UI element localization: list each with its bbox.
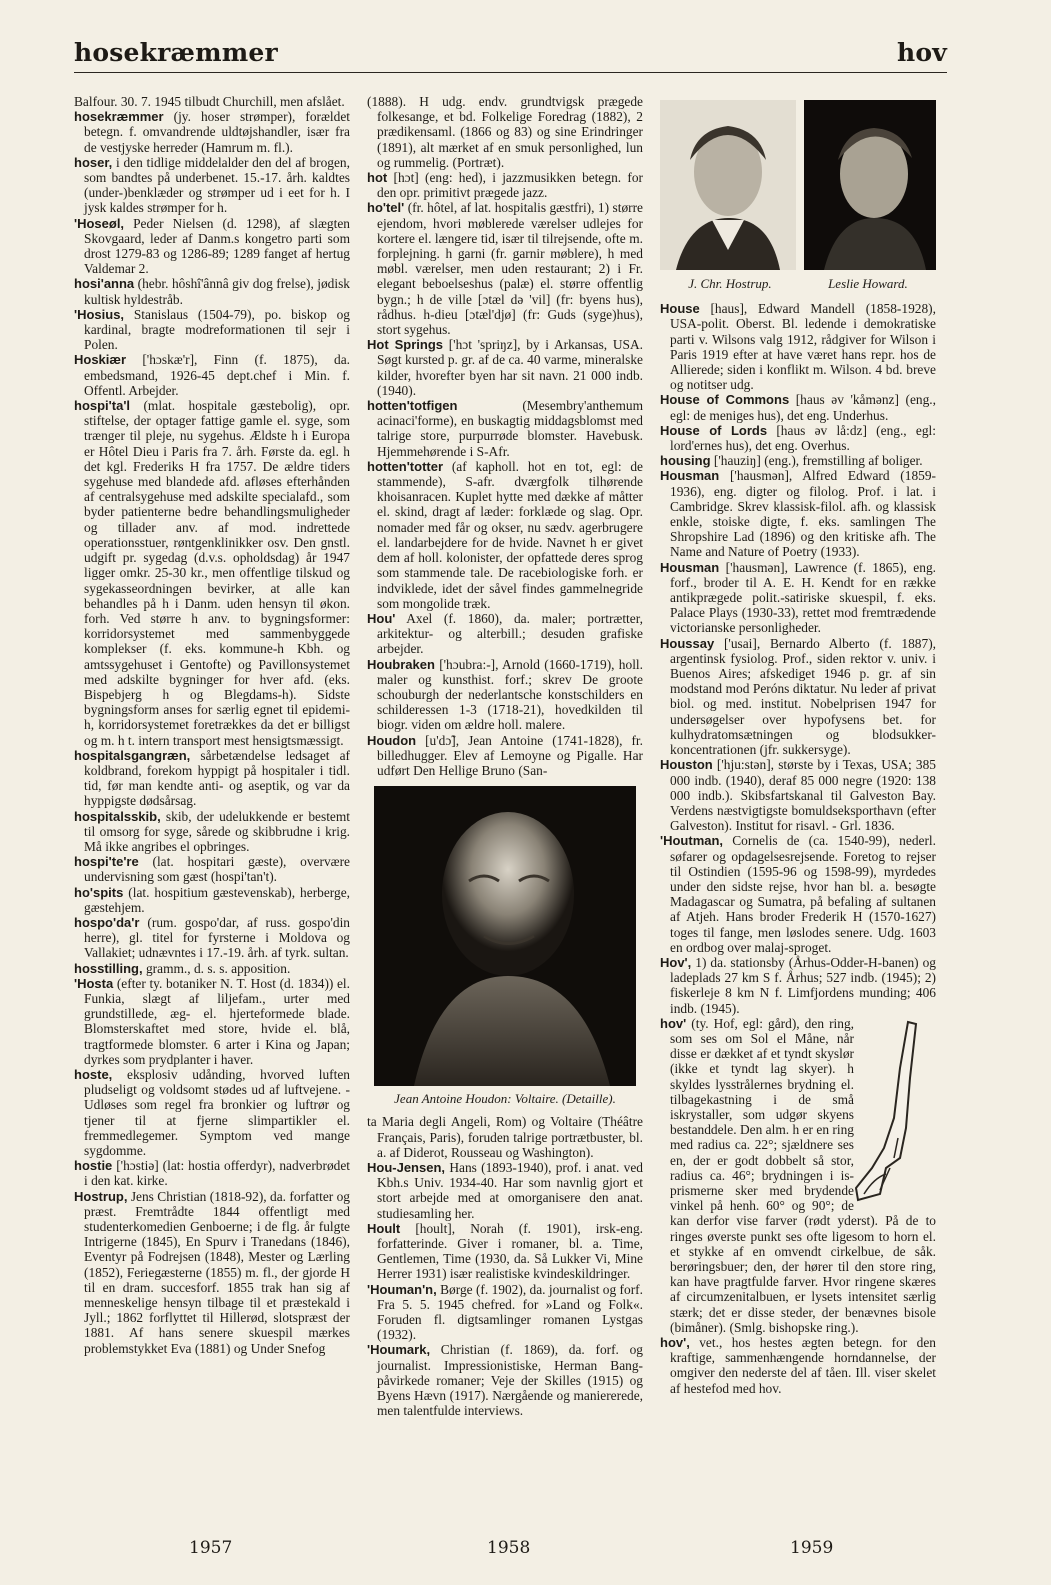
entry-text: Axel (f. 1860), da. maler; portrætter, arkitektur- og alterbill.; desuden grafiske arbejder. [377, 610, 643, 657]
headword: hoser, [74, 154, 113, 170]
entry-text: (jy. hoser strømper), forældet betegn. f. omvandrende uldtøjshandler, især fra de vestjyske herreder (Hamrum m. fl.). [84, 109, 350, 155]
headword: hoste, [74, 1067, 113, 1082]
dictionary-entry [660, 636, 936, 758]
dictionary-entry [660, 833, 936, 955]
dictionary-entry [660, 392, 936, 422]
headword: Houdon [367, 732, 417, 748]
dictionary-entry [74, 854, 350, 884]
dictionary-entry [367, 657, 643, 733]
entry-text: [hoult], Norah (f. 1901), irsk-eng. forfatterinde. Giver i romaner, bl. a. Time, Gentlemen, Time (1930, da. Så Lukker Vi, Mine Herrer 1931) især realistiske kvindeskildringer. [377, 1220, 643, 1282]
entry-text: (hebr. hôshî'ânnâ giv dog frelse), jødisk kultisk hyldestråb. [84, 276, 350, 307]
entry-text: (1888). H udg. endv. grundtvigsk prægede folkesange, et bd. Folkelige Foredrag (1882), 2 prædikensaml. (1866 og 83) og sine Erindringer (1891), alt mærket af en smuk personlighed, lun og rummelig. (Portræt). [367, 94, 643, 170]
voltaire-bust-photo [374, 786, 636, 1086]
dictionary-entry [74, 976, 350, 1067]
dictionary-entry [367, 1282, 643, 1343]
headword: 'Houmark, [367, 1342, 431, 1358]
headword: hostie [74, 1158, 113, 1174]
entry-text: eksplosiv udånding, hvorved luften pludseligt og voldsomt stødes ud af luftvejene. - Udløses som regel fra bronkier og luftrør og tjener til at fjerne slimpartikler el. fremmedlegemer. Symptom ved mange sygdomme. [84, 1067, 350, 1159]
headword: 'Hosta [74, 975, 114, 991]
headword: hotten'totter [367, 458, 444, 474]
dictionary-entry [74, 216, 350, 277]
entry-text: gramm., d. s. s. apposition. [145, 960, 291, 976]
headword: Houston [660, 757, 713, 773]
entry-text: i den tidlige middelalder den del af brogen, som bandtes på underbenet. 15.-17. årh. kaldtes (under-)benklæder og strømper ud i eet for h. I jysk kaldes strømper for h. [84, 154, 350, 216]
entry-text: ['hju:stən], største by i Texas, USA; 385 000 indb. (1940), deraf 85 000 negre (1920: 138 000 indb.). Skibsfartskanal til Galveston Bay. Verdens næstvigtigste bomuldseksporthavn (efter Galveston). Institut for risavl. - Grl. 1836. [670, 757, 936, 834]
headword: housing [660, 453, 711, 469]
headword: hospitalsskib, [74, 808, 161, 824]
headword: House [660, 301, 700, 317]
dictionary-entry [660, 301, 936, 392]
headword: Houbraken [367, 656, 435, 672]
entry-text: skib, der udelukkende er bestemt til omsorg for syge, sårede og skibbrudne i krig. Må ikke angribes el opbringes. [84, 808, 350, 854]
dictionary-entry [367, 1221, 643, 1282]
headword: 'Hosius, [74, 306, 125, 322]
entry-text: Hans (1893-1940), prof. i anat. ved Kbh.s Univ. 1934-40. Har som navnlig gjort et stort arbejde med at omorganisere den anat. studiesamling her. [377, 1159, 643, 1221]
column-2 [367, 94, 643, 1514]
page-number-left: 1957 [189, 1538, 233, 1558]
headword: Hov', [660, 954, 692, 970]
headword: hot [367, 170, 388, 186]
entry-text: (ty. Hof, egl: gård), den ring, som ses om Sol el Måne, når disse er dækket af et tyndt skyslør (ikke et tyndt lag skyer). h skyldes lysstrålernes brydning el. tilbagekastning i de små iskrystaller, som udgør skyens bestanddele. Den alm. h er en ring med radius ca. 22°; sjældnere ses en, der er godt dobbelt så stor, radius ca. 46°; brydningen i is-prismerne sker med brydende vinkel på henh. 60° og 90°; de kan derfor vise farver (rødt yderst). På de to ringes øverste punkt ses ofte ligesom to horn el. et stykke af en omvendt cirkelbue, de såk. berøringsbuer; den, der hører til den store ring, kan have pragtfulde farver. Hvor ringene skæres af circumzenitalbuen, er lysets intensitet særlig stærk; det er disse steder, der benævnes bisole (bimåner). (Smlg. bishopske ring.). [670, 1015, 936, 1335]
entry-text: 1) da. stationsby (Århus-Odder-H-banen) og ladeplads 27 km S f. Århus; 527 indb. (1945); 2) fiskerleje 8 km N f. Limfjordens munding; 406 indb. (1945). [670, 954, 936, 1016]
headword: Houssay [660, 635, 715, 651]
entry-text: Jens Christian (1818-92), da. forfatter og præst. Fremtrådte 1844 offentligt med studenterkomedien Genboerne; i de flg. år fulgte Intrigerne (1845), En Spurv i Tranedans (1846), Eventyr på Fodrejsen (1848), Mester og Lærling (1852), Feriegæsterne (1855) m. fl., der gjorde H til en dram. succesforf. 1855 trak han sig af menneskelige hensyn tilbage til et præstekald i Jyll.; 1862 forflyttet til Hillerød, slotspræst der 1881. Af hans senere skuespil mærkes problemstykket Eva (1881) og Under Snefog [84, 1188, 350, 1356]
entry-text: vet., hos hestes ægten betegn. for den kraftige, sammenhængende horndannelse, der omgiver den nederste del af tåen. Ill. viser skelet af hestefod med hov. [670, 1335, 936, 1396]
headword: Hoskiær [74, 352, 127, 368]
dictionary-entry [74, 307, 350, 353]
entry-text: (Mesembry'anthemum acinaci'forme), en buskagtig middagsblomst med talrige store, purpurrøde blomster. Havebusk. Hjemmehørende i S-Afr. [377, 398, 643, 459]
headword: ho'spits [74, 884, 124, 900]
headword: hospi'ta'l [74, 398, 131, 414]
entry-text: Stanislaus (1504-79), po. biskop og kardinal, bragte modreformationen til sejr i Polen. [84, 306, 350, 353]
dictionary-entry [660, 1016, 936, 1335]
entry-text: ['hausmən], Lawrence (f. 1865), eng. forf., broder til A. E. H. Kendt for en række antikprægede polit.-satiriske skuespil, f. eks. Palace Plays (1930-33), rettet mod fremtrædende victorianske personligheder. [670, 559, 936, 636]
dictionary-entry [367, 1160, 643, 1221]
horse-hoof-skeleton-illustration [860, 1018, 936, 1208]
howard-portrait-photo [804, 100, 936, 270]
dictionary-entry [74, 961, 350, 976]
dictionary-entry [367, 1342, 643, 1418]
entry-text: Cornelis de (ca. 1540-99), nederl. søfarer og opdagelsesrejsende. Foretog to rejser til Ostindien (1595-96 og 1598-99), myrdedes under den sidste rejse, hvor han bl. a. besøgte Madagascar og Sumatra, på befaling af sultanen af Atjeh. Hans broder Frederik H (1570-1627) toges til fange, men løslodes senere. Udg. 1603 en ordbog over malaj-sproget. [670, 833, 936, 955]
headword: ho'tel' [367, 200, 405, 216]
entry-text: Balfour. 30. 7. 1945 tilbudt Churchill, men afslået. [74, 94, 345, 109]
headword: 'Houtman, [660, 833, 724, 849]
entry-text: [haus], Edward Mandell (1858-1928), USA-polit. Oberst. Bl. ledende i demokratiske parti v. Wilsons valg 1912, rådgiver for Wilson i Paris 1919 efter at have været hans repr. hos de Allierede; siden i konflikt m. Wilson. 4 bd. breve og notitser udg. [670, 301, 936, 393]
headword: hospi'te're [74, 854, 139, 870]
dictionary-entry [367, 398, 643, 459]
dictionary-entry [367, 200, 643, 337]
column-1 [74, 94, 350, 1514]
entry-text: (fr. hôtel, af lat. hospitalis gæstfri), 1) større ejendom, hvori møblerede værelser udlejes for kortere el. længere tid, især til tilrejsende, ofte m. forplejning. h garni (fr. garnir møblere), h med møbl. værelser, men uden restaurant; 2) i Fr. elegant beboelseshus (palæ) el. større offentlig bygn.; h de ville [ɔtæl də 'vil] (fr: byens hus), rådhus. h-dieu [ɔtæl'djø] (fr: Guds (syge)hus), stort sygehus. [377, 200, 643, 338]
dictionary-entry [74, 1189, 350, 1356]
entry-text: (efter ty. botaniker N. T. Host (d. 1834)) el. Funkia, slægt af liljefam., urter med grundstillede, æg- el. hjerteformede blade. Blomsterskaftet med store, hvide el. blå, tragtformede blomster. 6 arter i Kina og Japan; dyrkes som prydplanter i haver. [84, 975, 350, 1067]
dictionary-entry [660, 955, 936, 1016]
dictionary-entry [367, 611, 643, 657]
header-rule [74, 72, 947, 73]
headword: hosstilling, [74, 960, 143, 976]
entry-text: ta Maria degli Angeli, Rom) og Voltaire (Théâtre Français, Paris), foruden talrige portrætbuster, bl. a. af Diderot, Rousseau og Washington). [367, 1114, 643, 1160]
dictionary-entry [74, 155, 350, 216]
entry-text: [u'dɔ̃], Jean Antoine (1741-1828), fr. billedhugger. Elev af Lemoyne og Pigalle. Har udført Den Hellige Bruno (San- [377, 732, 643, 778]
entry-text: (af kapholl. hot en tot, egl: de stammende), S-afr. dværgfolk tilhørende khoisanracen. Kuplet hytte med dække af måtter el. skind, dragt af læder: forklæde og slag. Opr. nomader med får og okser, nu sædv. agerbrugere el. landarbejdere for de hvide. Navnet h er givet dem af holl. kolonister, der opfattede deres sprog som stammende tale. De racebiologiske forh. er indviklede, idet der såvel findes gammelnegride som mongolide træk. [377, 458, 643, 611]
dictionary-entry [367, 94, 643, 170]
entry-text: ['hausmən], Alfred Edward (1859-1936), eng. digter og filolog. Prof. i lat. i Cambridge. Skrev klassisk-filol. afh. og klassisk enkle, stoiske digte, f. eks. samlingen The Shropshire Lad (1896) og den kritiske afh. The Name and Nature of Poetry (1933). [670, 468, 936, 560]
entry-text: Christian (f. 1869), da. forf. og journalist. Impressionistiske, Herman Bang-påvirkede romaner; Veje der Skilles (1915) og Byens Hævn (1917). Nærgående og maniererede, men talentfulde interviews. [377, 1342, 643, 1419]
headword: Hoult [367, 1220, 401, 1236]
entry-text: ['hɔt 'spriŋz], by i Arkansas, USA. Søgt kursted p. gr. af de ca. 40 varme, mineralske kilder, hvorefter byen har sit navn. 21 000 indb. (1940). [377, 337, 643, 398]
hostrup-caption: J. Chr. Hostrup. [688, 276, 772, 291]
headword: hosekræmmer [74, 109, 164, 125]
entry-text: (lat. hospitari gæste), overvære undervisning som gæst (hospi'tan't). [84, 854, 350, 885]
headword: Housman [660, 559, 720, 575]
dictionary-entry [74, 1067, 350, 1158]
entry-text: Børge (f. 1902), da. journalist og forf. Fra 5. 5. 1945 chefred. for »Land og Folk«. Foruden fl. digtsamlinger romanen Lystgas (1932). [377, 1281, 643, 1343]
headword: hotten'totfigen [367, 398, 458, 414]
entry-text: sårbetændelse ledsaget af koldbrand, forekom hyppigt på hospitaler i tidl. tid, før man kendte anti- og aseptik, og var da hyppigste dødsårsag. [84, 747, 350, 809]
headword: Hou-Jensen, [367, 1159, 446, 1175]
hostrup-portrait-photo [660, 100, 796, 270]
headword: Hot Springs [367, 337, 444, 353]
headword: Housman [660, 468, 720, 484]
dictionary-entry [660, 453, 936, 468]
dictionary-entry [74, 276, 350, 306]
entry-text: Peder Nielsen (d. 1298), af slægten Skovgaard, leder af Danm.s kongetro parti som drost 1279-83 og 1286-89; 1289 fanget af hertug Valdemar 2. [84, 215, 350, 277]
headword: House of Lords [660, 422, 768, 438]
entry-text: ['hauziŋ] (eng.), fremstilling af boliger. [713, 453, 923, 469]
page-number-middle: 1958 [487, 1538, 531, 1558]
entry-text: ['hɔubra:-], Arnold (1660-1719), holl. maler og kunsthist. forf.; skrev De groote schouburgh der nederlantsche konstschilders en schilderessen 1-3 (1718-21), hovedkilden til biogr. viden om ældre holl. malere. [377, 656, 643, 733]
running-head-right: hov [897, 38, 947, 67]
headword: hospo'da'r [74, 914, 140, 930]
howard-caption: Leslie Howard. [828, 276, 908, 291]
dictionary-entry [367, 337, 643, 398]
headword: Hostrup, [74, 1188, 128, 1204]
entry-text: ['hɔstiə] (lat: hostia offerdyr), nadverbrødet i den kat. kirke. [84, 1158, 350, 1189]
dictionary-entry [74, 809, 350, 855]
entry-text: ['usai], Bernardo Alberto (f. 1887), argentinsk fysiolog. Prof., siden rektor v. univ. i Buenos Aires; afskediget 1946 p. gr. af sin modstand mod Peróns diktatur. Nu leder af privat biol. og med. institut. Nobelprisen 1947 for undersøgelser over hypofysens bet. for kulhydratomsætningen og blodsukker-koncentrationen (jfr. sukkersyge). [670, 635, 936, 758]
entry-text: (lat. hospitium gæstevenskab), herberge, gæstehjem. [84, 884, 350, 915]
headword: 'Hoseøl, [74, 215, 125, 231]
entry-text: (mlat. hospitale gæstebolig), opr. stiftelse, der optager fattige gamle el. syge, som trænger til pleje, nu sygehus. Ældste h i Europa er Hôtel Dieu i Paris fra 7. årh. Første da. egl. h det kgl. Frederiks H fra 1757. De ældre tiders sygehuse med blandede afd. afløses efterhånden af centralsygehuse med adskilte specialafd., som byder patienterne bedre behandlingsmuligheder og tillader anv. af mod. indrettede operationsstuer, røntgenklinikker osv. Den gnstl. udgift pr. sygedag (d.v.s. opholdsdag) år 1947 ligger omkr. 25-30 kr., men offentlige tilskud og sygekasseordningen bevirker, at alle kan behandles på h i Danm. uden hensyn til økon. forh. Ved større h anv. to bygningsformer: korridorsystemet med sammenbyggede komplekser (f. eks. kommune-h Kbh. og amtssygehuset i Gentofte) og Pavillonsystemet med adskilte bygninger for hver afd. (eks. Bispebjerg h og Blegdams-h). Sidste bygningsform anses for særlig egnet til epidemi-h, korridorsystemet foretrækkes da det er billigst og m. h t. intern transport mest hensigtsmæssigt. [84, 398, 350, 748]
headword: hov' [660, 1015, 687, 1031]
headword: hospitalsgangræn, [74, 747, 191, 763]
dictionary-entry [660, 560, 936, 636]
dictionary-entry [74, 748, 350, 809]
entry-text: ['hɔskæ'r], Finn (f. 1875), da. embedsmand, 1926-45 dept.chef i Min. f. Offentl. Arbejder. [84, 352, 350, 398]
dictionary-entry [74, 398, 350, 748]
dictionary-entry [74, 94, 350, 109]
dictionary-entry [367, 170, 643, 200]
headword: Hou' [367, 610, 396, 626]
entry-text: [haus əv lå:dz] (eng., egl: lord'ernes hus), det eng. Overhus. [670, 422, 936, 454]
dictionary-entry [660, 423, 936, 453]
dictionary-entry [660, 468, 936, 559]
headword: hosi'anna [74, 276, 135, 292]
entry-text: [hɔt] (eng: hed), i jazzmusikken betegn. for den opr. primitivt prægede jazz. [377, 170, 643, 201]
headword: House of Commons [660, 392, 790, 408]
entry-text: (rum. gospo'dar, af russ. gospo'din herre), gl. titel for fyrsterne i Moldova og Vallakiet; udnævntes i 17.-19. årh. af tyrk. sultan. [84, 914, 350, 961]
dictionary-entry [74, 109, 350, 155]
dictionary-entry [74, 352, 350, 398]
running-head-left: hosekræmmer [74, 38, 278, 67]
dictionary-entry [74, 885, 350, 915]
dictionary-entry [367, 1114, 643, 1160]
dictionary-entry [367, 733, 643, 779]
dictionary-entry [74, 1158, 350, 1188]
entry-text: [haus əv 'kåmənz] (eng., egl: de meniges hus), det eng. Underhus. [670, 392, 936, 423]
dictionary-entry [660, 1335, 936, 1396]
dictionary-entry [74, 915, 350, 961]
headword: 'Houman'n, [367, 1281, 437, 1297]
voltaire-photo-caption: Jean Antoine Houdon: Voltaire. (Detaille). [394, 1091, 616, 1107]
column-3 [660, 94, 936, 1514]
headword: hov', [660, 1335, 690, 1351]
page-number-right: 1959 [790, 1538, 834, 1558]
dictionary-entry [660, 757, 936, 833]
dictionary-entry [367, 459, 643, 611]
